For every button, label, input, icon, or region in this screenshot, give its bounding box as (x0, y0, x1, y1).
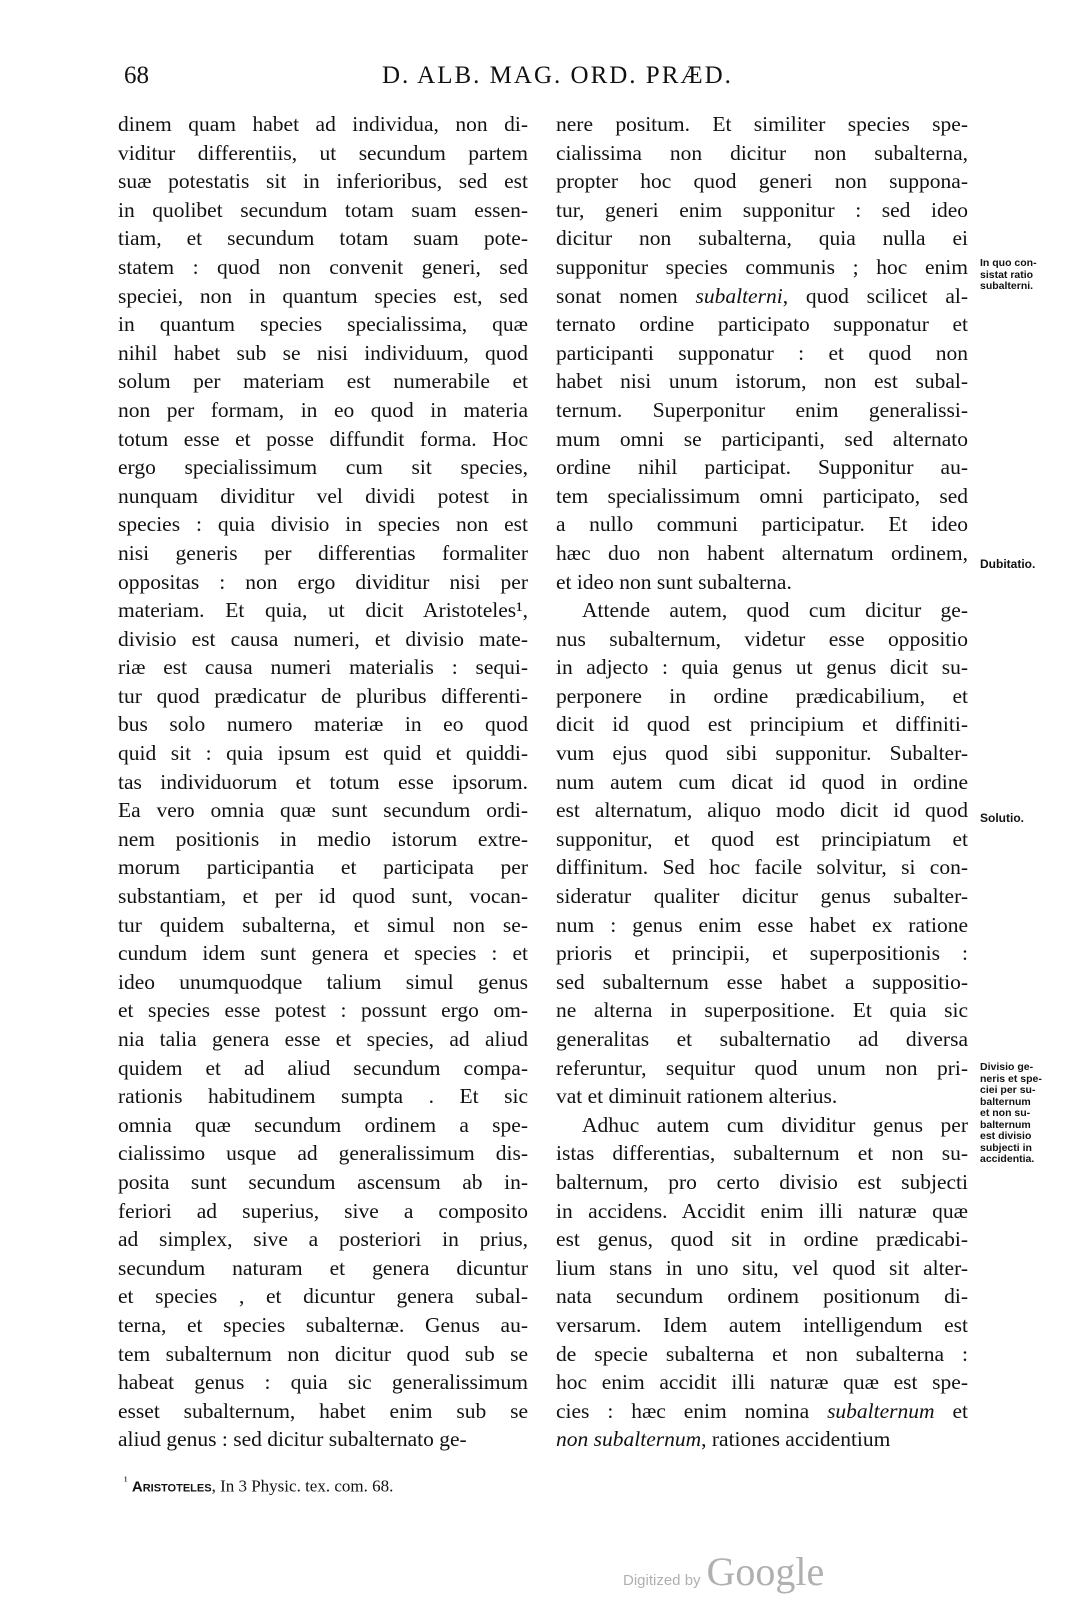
text-line: et ideo non sunt subalterna. (556, 569, 792, 594)
text-line: ordine nihil participat. Supponitur au- (556, 455, 968, 480)
text-line: Attende autem, quod cum dicitur ge- (582, 598, 968, 623)
text-line: ergo specialissimum cum sit species, (118, 455, 528, 480)
text-line: perponere in ordine prædicabilium, et (556, 683, 968, 708)
italic-term: subalternum (827, 1398, 935, 1423)
text-line: a nullo communi participatur. Et ideo (556, 512, 968, 537)
text-line: in quantum species specialissima, quæ (118, 312, 528, 337)
margin-note-line: et non su- (980, 1107, 1031, 1119)
text-line: materiam. Et quia, ut dicit Aristoteles¹, (118, 598, 528, 623)
text-line: bus solo numero materiæ in eo quod (118, 712, 528, 737)
margin-note-dubitatio (980, 559, 1060, 571)
text-line: rationis habitudinem sumpta . Et sic (118, 1084, 528, 1109)
margin-note-line: subjecti in (980, 1141, 1032, 1154)
text-line: quid sit : quia ipsum est quid et quiddi- (118, 741, 528, 766)
text-line: nata secundum ordinem positionum di- (556, 1284, 968, 1309)
text-line: solum per materiam est numerabile et (118, 369, 528, 394)
text-line: sonat nomen subalterni, quod scilicet al- (556, 283, 968, 308)
text-line: ternum. Superponitur enim generalissi- (556, 397, 968, 422)
text-line: balternum, pro certo divisio est subjecti (556, 1169, 968, 1194)
text-line: habet nisi unum istorum, non est subal- (556, 369, 968, 394)
text-line: suæ potestatis sit in inferioribus, sed est (118, 169, 528, 194)
text-line: ternato ordine participato supponatur et (556, 312, 968, 337)
text-line: morum participantia et participata per (118, 855, 528, 880)
watermark-prefix: Digitized by (623, 1572, 701, 1589)
text-line: num : genus enim esse habet ex ratione (556, 912, 968, 937)
text-line: esset subalternum, habet enim sub se (118, 1398, 528, 1423)
text-line: dicit id quod est principium et diffiniti- (556, 712, 968, 737)
text-line: in adjecto : quia genus ut genus dicit su- (556, 655, 968, 680)
text-line: referuntur, sequitur quod unum non pri- (556, 1055, 968, 1080)
margin-note-line: sistat ratio (980, 268, 1034, 281)
text-line: speciei, non in quantum species est, sed (118, 283, 528, 308)
text-line: tem specialissimum omni participato, sed (556, 483, 968, 508)
text-line: Adhuc autem cum dividitur genus per (582, 1112, 968, 1137)
margin-note-line: accidentia. (980, 1153, 1035, 1165)
text-line: terna, et species subalternæ. Genus au- (118, 1312, 528, 1337)
text-line: vat et diminuit rationem alterius. (556, 1084, 838, 1109)
margin-note-line: balternum (980, 1118, 1031, 1131)
left-column (118, 110, 528, 1454)
text-line: substantiam, et per id quod sunt, vocan- (118, 884, 528, 909)
text-line: viditur differentiis, ut secundum partem (118, 140, 528, 165)
text-line: ad simplex, sive a posteriori in prius, (118, 1227, 528, 1252)
text-line: prioris et principii, et superpositionis : (556, 941, 968, 966)
text-line: propter hoc quod generi non suppona- (556, 169, 968, 194)
running-head: D. ALB. MAG. ORD. PRÆD. (382, 62, 733, 89)
text-line: lium stans in uno situ, vel quod sit alter- (556, 1255, 968, 1280)
margin-note-divisio (980, 1062, 1060, 1166)
google-watermark (623, 1548, 824, 1595)
text-line: non subalternum, rationes accidentium (556, 1427, 891, 1452)
margin-note-line: balternum (980, 1095, 1031, 1108)
text-line: tur, generi enim supponitur : sed ideo (556, 197, 968, 222)
margin-note-line: neris et spe- (980, 1072, 1042, 1085)
text-line: secundum naturam et genera dicuntur (118, 1255, 528, 1280)
text-line: est alternatum, aliquo modo dicit id quod (556, 798, 968, 823)
text-line: aliud genus : sed dicitur subalternato ge- (118, 1427, 467, 1452)
text-line: nia talia genera esse et species, ad aliud (118, 1027, 528, 1051)
right-column (556, 110, 968, 1454)
text-line: statem : quod non convenit generi, sed (118, 254, 528, 279)
text-line: participanti supponatur : et quod non (556, 340, 968, 365)
text-line: omnia quæ secundum ordinem a spe- (118, 1112, 528, 1137)
text-line: cundum idem sunt genera et species : et (118, 941, 528, 966)
text-line: riæ est causa numeri materialis : sequi- (118, 655, 528, 680)
text-line: nem positionis in medio istorum extre- (118, 826, 528, 851)
text-line: mum omni se participanti, sed alternato (556, 426, 968, 451)
page-number: 68 (124, 62, 149, 89)
margin-note-line: est divisio (980, 1130, 1032, 1142)
footnote-text: , In 3 Physic. tex. com. 68. (211, 1476, 394, 1496)
text-line: species : quia divisio in species non est (118, 512, 528, 537)
text-line: habeat genus : quia sic generalissimum (118, 1370, 528, 1395)
margin-note-line: subalterni. (980, 280, 1034, 292)
text-line: dicitur non subalterna, quia nulla ei (556, 226, 968, 251)
text-line: nus subalternum, videtur esse oppositio (556, 626, 968, 651)
text-line: vum ejus quod sibi supponitur. Subalter- (556, 741, 968, 766)
text-line: Ea vero omnia quæ sunt secundum ordi- (118, 798, 528, 823)
text-line: ne alterna in superpositione. Et quia sic (556, 998, 968, 1023)
margin-note-line: Dubitatio. (980, 557, 1036, 571)
margin-note-line: Divisio ge- (980, 1061, 1034, 1073)
text-line: divisio est causa numeri, et divisio mate- (118, 626, 528, 651)
margin-note-line: In quo con- (980, 257, 1037, 269)
text-line: istas differentias, subalternum et non su- (556, 1141, 968, 1166)
footnote (124, 1474, 393, 1497)
text-line: in accidens. Accidit enim illi naturæ quæ (556, 1198, 968, 1223)
footnote-mark: ¹ (124, 1474, 128, 1488)
text-line: et species , et dicuntur genera subal- (118, 1284, 528, 1309)
text-line: num autem cum dicat id quod in ordine (556, 769, 968, 794)
text-line: cialissima non dicitur non subalterna, (556, 140, 968, 165)
text-line: non per formam, in eo quod in materia (118, 397, 528, 422)
text-line: in quolibet secundum totam suam essen- (118, 197, 528, 222)
text-line: cies : hæc enim nomina subalternum et (556, 1398, 968, 1423)
text-line: generalitas et subalternatio ad diversa (556, 1027, 968, 1051)
text-line: oppositas : non ergo dividitur nisi per (118, 569, 528, 594)
footnote-rule (124, 1465, 125, 1466)
text-line: hoc enim accidit illi naturæ quæ est spe- (556, 1370, 968, 1395)
text-line: est genus, quod sit in ordine prædicabi- (556, 1227, 968, 1252)
text-line: posita sunt secundum ascensum ab in- (118, 1169, 528, 1194)
text-line: tas individuorum et totum esse ipsorum. (118, 769, 528, 794)
text-line: nihil habet sub se nisi individuum, quod (118, 340, 528, 365)
margin-note-in-quo (980, 258, 1060, 293)
margin-note-line: ciei per su- (980, 1084, 1036, 1096)
text-line: versarum. Idem autem intelligendum est (556, 1312, 968, 1337)
text-line: diffinitum. Sed hoc facile solvitur, si con- (556, 855, 968, 880)
text-line: sed subalternum esse habet a suppositio- (556, 969, 968, 994)
text-line: quidem et ad aliud secundum compa- (118, 1055, 528, 1080)
margin-note-line: Solutio. (980, 811, 1024, 825)
italic-term: subalterni (695, 283, 783, 308)
text-line: tiam, et secundum totam suam pote- (118, 226, 528, 251)
text-line: nisi generis per differentias formaliter (118, 540, 528, 565)
text-line: de specie subalterna et non subalterna : (556, 1341, 968, 1366)
watermark-brand: Google (706, 1549, 825, 1594)
text-line: supponitur, et quod est principiatum et (556, 826, 968, 851)
text-line: dinem quam habet ad individua, non di- (118, 112, 528, 136)
text-line: et species esse potest : possunt ergo om- (118, 998, 528, 1023)
text-line: supponitur species communis ; hoc enim (556, 254, 968, 279)
text-line: nere positum. Et similiter species spe- (556, 112, 968, 136)
italic-term: non subalternum (556, 1427, 702, 1452)
text-line: feriori ad superius, sive a composito (118, 1198, 528, 1223)
text-line: nunquam dividitur vel dividi potest in (118, 483, 528, 508)
text-line: tur quod prædicatur de pluribus differenti- (118, 683, 528, 708)
margin-note-solutio (980, 813, 1060, 825)
text-line: totum esse et posse diffundit forma. Hoc (118, 426, 528, 451)
text-line: cialissimo usque ad generalissimum dis- (118, 1141, 528, 1166)
text-line: tur quidem subalterna, et simul non se- (118, 912, 528, 937)
text-line: tem subalternum non dicitur quod sub se (118, 1341, 528, 1366)
text-line: sideratur qualiter dicitur genus subalter- (556, 884, 968, 909)
text-line: hæc duo non habent alternatum ordinem, (556, 540, 968, 565)
text-line: ideo unumquodque talium simul genus (118, 969, 528, 994)
footnote-author: Aristoteles (131, 1478, 212, 1496)
